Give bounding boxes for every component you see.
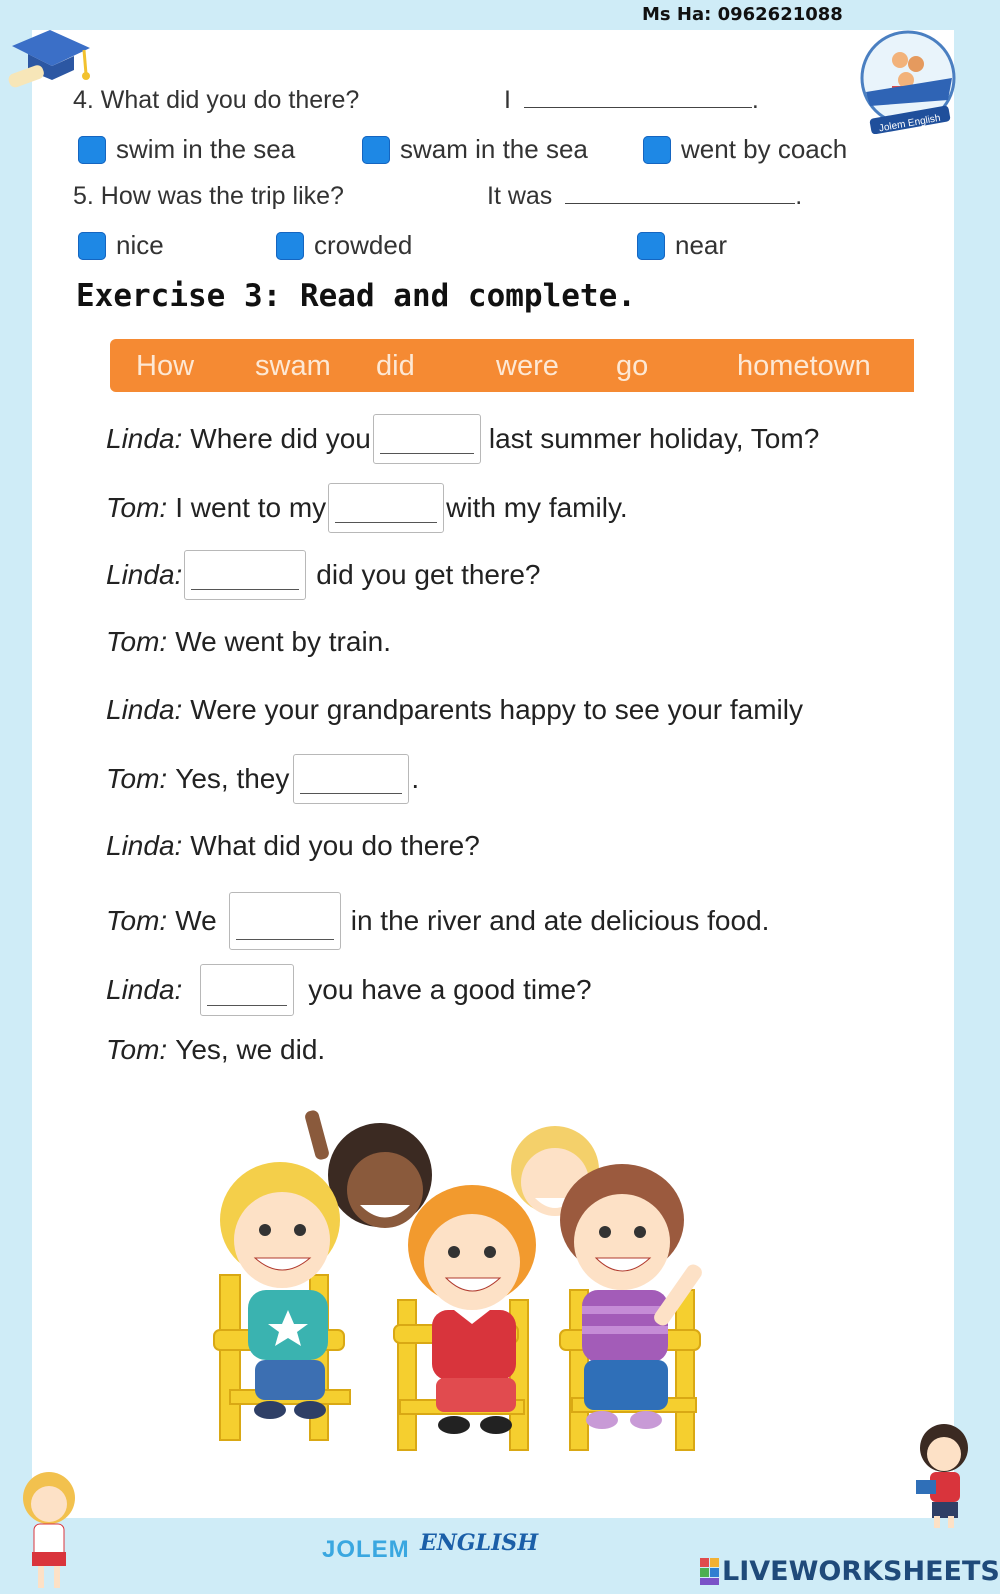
- q5-answer-blank[interactable]: [565, 183, 795, 204]
- dialogue-line: Tom: We went by train.: [106, 626, 392, 657]
- answer-box-2[interactable]: [328, 483, 444, 533]
- dialogue-line: Linda: you have a good time?: [106, 964, 592, 1016]
- speaker: Tom:: [106, 905, 168, 936]
- dialogue-line: Linda: What did you do there?: [106, 830, 480, 861]
- speaker: Tom:: [106, 626, 168, 657]
- girl-illustration: [14, 1466, 84, 1592]
- word-bank-item: go: [616, 350, 649, 382]
- answer-box-4[interactable]: [293, 754, 409, 804]
- checkbox[interactable]: [78, 232, 106, 260]
- q4-option-2[interactable]: swam in the sea: [362, 134, 588, 165]
- speaker: Tom:: [106, 763, 168, 794]
- checkbox[interactable]: [362, 136, 390, 164]
- liveworksheets-logo-icon: [700, 1558, 720, 1586]
- speaker: Linda:: [106, 974, 183, 1005]
- exercise-3-title: Exercise 3: Read and complete.: [76, 278, 636, 314]
- answer-box-6[interactable]: [200, 964, 294, 1016]
- dialogue-line: Linda: did you get there?: [106, 550, 540, 600]
- q4-option-1[interactable]: swim in the sea: [78, 134, 295, 165]
- checkbox[interactable]: [637, 232, 665, 260]
- dialogue-line: Linda: Where did you last summer holiday, Tom?: [106, 414, 819, 464]
- speaker: Linda:: [106, 423, 183, 454]
- speaker: Linda:: [106, 559, 183, 590]
- dialogue-line: Tom: We in the river and ate delicious food.: [106, 892, 769, 950]
- checkbox[interactable]: [276, 232, 304, 260]
- answer-box-3[interactable]: [184, 550, 306, 600]
- answer-box-5[interactable]: [229, 892, 341, 950]
- speaker: Tom:: [106, 492, 168, 523]
- graduation-cap-icon: [4, 26, 94, 90]
- question-4: 4. What did you do there?: [73, 86, 360, 114]
- speaker: Linda:: [106, 830, 183, 861]
- word-bank-item: swam: [255, 350, 331, 382]
- q5-option-1[interactable]: nice: [78, 230, 164, 261]
- contact-info: Ms Ha: 0962621088: [642, 4, 843, 25]
- q5-answer-prompt: It was .: [487, 182, 803, 210]
- q4-answer-prompt: I .: [504, 86, 759, 114]
- q4-option-3[interactable]: went by coach: [643, 134, 847, 165]
- speaker: Tom:: [106, 1034, 168, 1065]
- word-bank-item: hometown: [737, 350, 871, 382]
- footer-brand-english: ENGLISH: [420, 1530, 539, 1556]
- dialogue-line: Linda: Were your grandparents happy to see your family: [106, 694, 803, 725]
- checkbox[interactable]: [78, 136, 106, 164]
- word-bank-item: How: [136, 350, 195, 382]
- question-5: 5. How was the trip like?: [73, 182, 344, 210]
- q5-option-2[interactable]: crowded: [276, 230, 412, 261]
- answer-box-1[interactable]: [373, 414, 481, 464]
- dialogue-line: Tom: Yes, they .: [106, 754, 419, 804]
- speaker: Linda:: [106, 694, 183, 725]
- children-illustration: [210, 1110, 750, 1460]
- q4-answer-blank[interactable]: [524, 87, 752, 108]
- word-bank-item: were: [496, 350, 559, 382]
- svg-text:Jolem English: Jolem English: [878, 112, 942, 134]
- footer-site[interactable]: LIVEWORKSHEETS: [722, 1556, 1000, 1587]
- footer-brand: JOLEM: [322, 1536, 410, 1563]
- q5-option-3[interactable]: near: [637, 230, 727, 261]
- dialogue-line: Tom: I went to my with my family.: [106, 483, 628, 533]
- checkbox[interactable]: [643, 136, 671, 164]
- jolem-english-logo: [856, 30, 960, 134]
- word-bank: [110, 339, 914, 392]
- girl-reading-illustration: [906, 1420, 976, 1530]
- word-bank-item: did: [376, 350, 415, 382]
- dialogue-line: Tom: Yes, we did.: [106, 1034, 326, 1065]
